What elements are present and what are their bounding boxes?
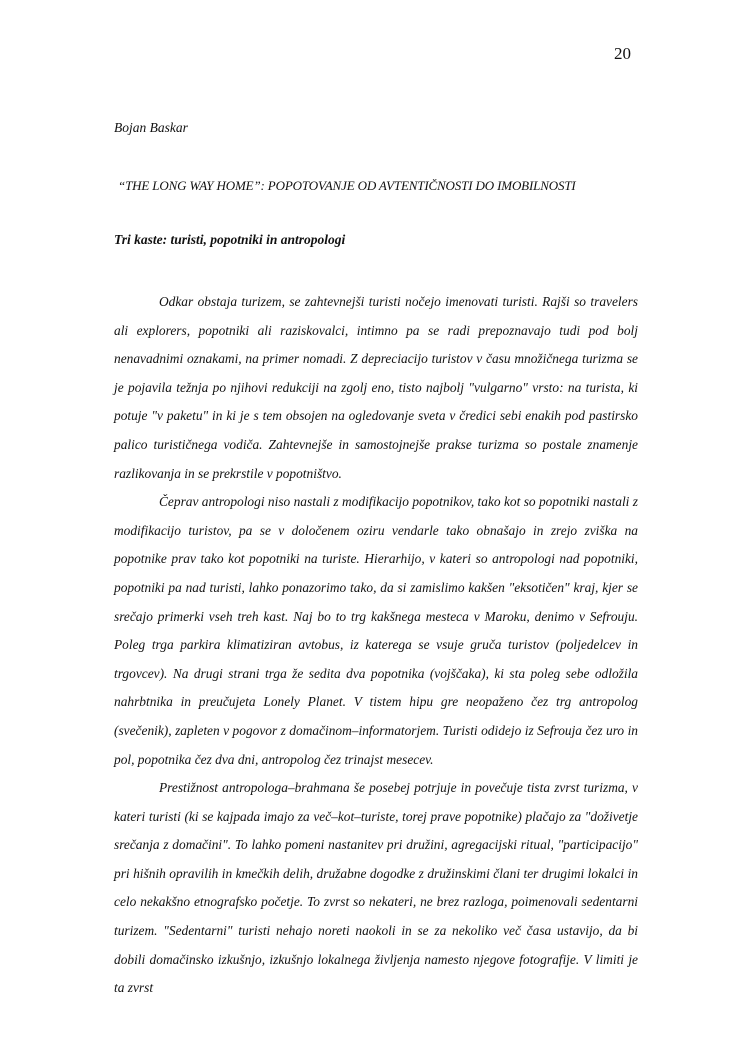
article-title: “THE LONG WAY HOME”: POPOTOVANJE OD AVTENTIČNOSTI DO IMOBILNOSTI <box>118 178 576 193</box>
page-number: 20 <box>614 44 631 63</box>
body-text <box>114 288 638 1003</box>
paragraph-2: Čeprav antropologi niso nastali z modifikacijo popotnikov, tako kot so popotniki nastali z modifikacijo turistov, pa se v določenem oziru vendarle tako obnašajo in zrejo zviška na popotnike prav tako kot popotniki na turiste. Hierarhijo, v kateri so antropologi nad popotniki, popotniki pa nad turisti, lahko ponazorimo tako, da si zamislimo kakšen "eksotičen" kraj, kjer se srečajo primerki vseh treh kast. Naj bo to trg kakšnega mesteca v Maroku, denimo v Sefrouju. Poleg trga parkira klimatiziran avtobus, iz katerega se vsuje gruča turistov (poljedelcev in trgovcev). Na drugi strani trga že sedita dva popotnika (vojščaka), ki sta poleg sebe odložila nahrbtnika in preučujeta Lonely Planet. V tistem hipu gre neopaženo čez trg antropolog (svečenik), zapleten v pogovor z domačinom–informatorjem. Turisti odidejo iz Sefrouja čez uro in pol, popotnika čez dva dni, antropolog čez trinajst mesecev. <box>114 494 638 767</box>
paragraph-1: Odkar obstaja turizem, se zahtevnejši turisti nočejo imenovati turisti. Rajši so travelers ali explorers, popotniki ali raziskovalci, intimno pa se radi prepoznavajo tudi pod bolj nenavadnimi oznakami, na primer nomadi. Z depreciacijo turistov v času množičnega turizma se je pojavila težnja po njihovi redukciji na zgolj eno, tisto najbolj "vulgarno" vrsto: na turista, ki potuje "v paketu" in ki je s tem obsojen na ogledovanje sveta v čredici sebi enakih pod pastirsko palico turističnega vodiča. Zahtevnejše in samostojnejše prakse turizma so postale znamenje razlikovanja in se prekrstile v popotništvo. <box>114 294 638 481</box>
author-name: Bojan Baskar <box>114 120 188 135</box>
paragraph-3: Prestižnost antropologa–brahmana še posebej potrjuje in povečuje tista zvrst turizma, v kateri turisti (ki se kajpada imajo za več–kot–turiste, torej prave popotnike) plačajo za "doživetje srečanja z domačini". To lahko pomeni nastanitev pri družini, agregacijski ritual, "participacijo" pri hišnih opravilih in kmečkih delih, družabne dogodke z družinskimi člani ter drugimi lokalci in celo nekakšno etnografsko početje. To zvrst so nekateri, ne brez razloga, poimenovali sedentarni turizem. "Sedentarni" turisti nehajo noreti naokoli in se za nekoliko več časa ustavijo, da bi dobili domačinsko izkušnjo, izkušnjo lokalnega življenja namesto njegove fotografije. V limiti je ta zvrst <box>114 780 638 996</box>
section-heading: Tri kaste: turisti, popotniki in antropologi <box>114 232 346 247</box>
